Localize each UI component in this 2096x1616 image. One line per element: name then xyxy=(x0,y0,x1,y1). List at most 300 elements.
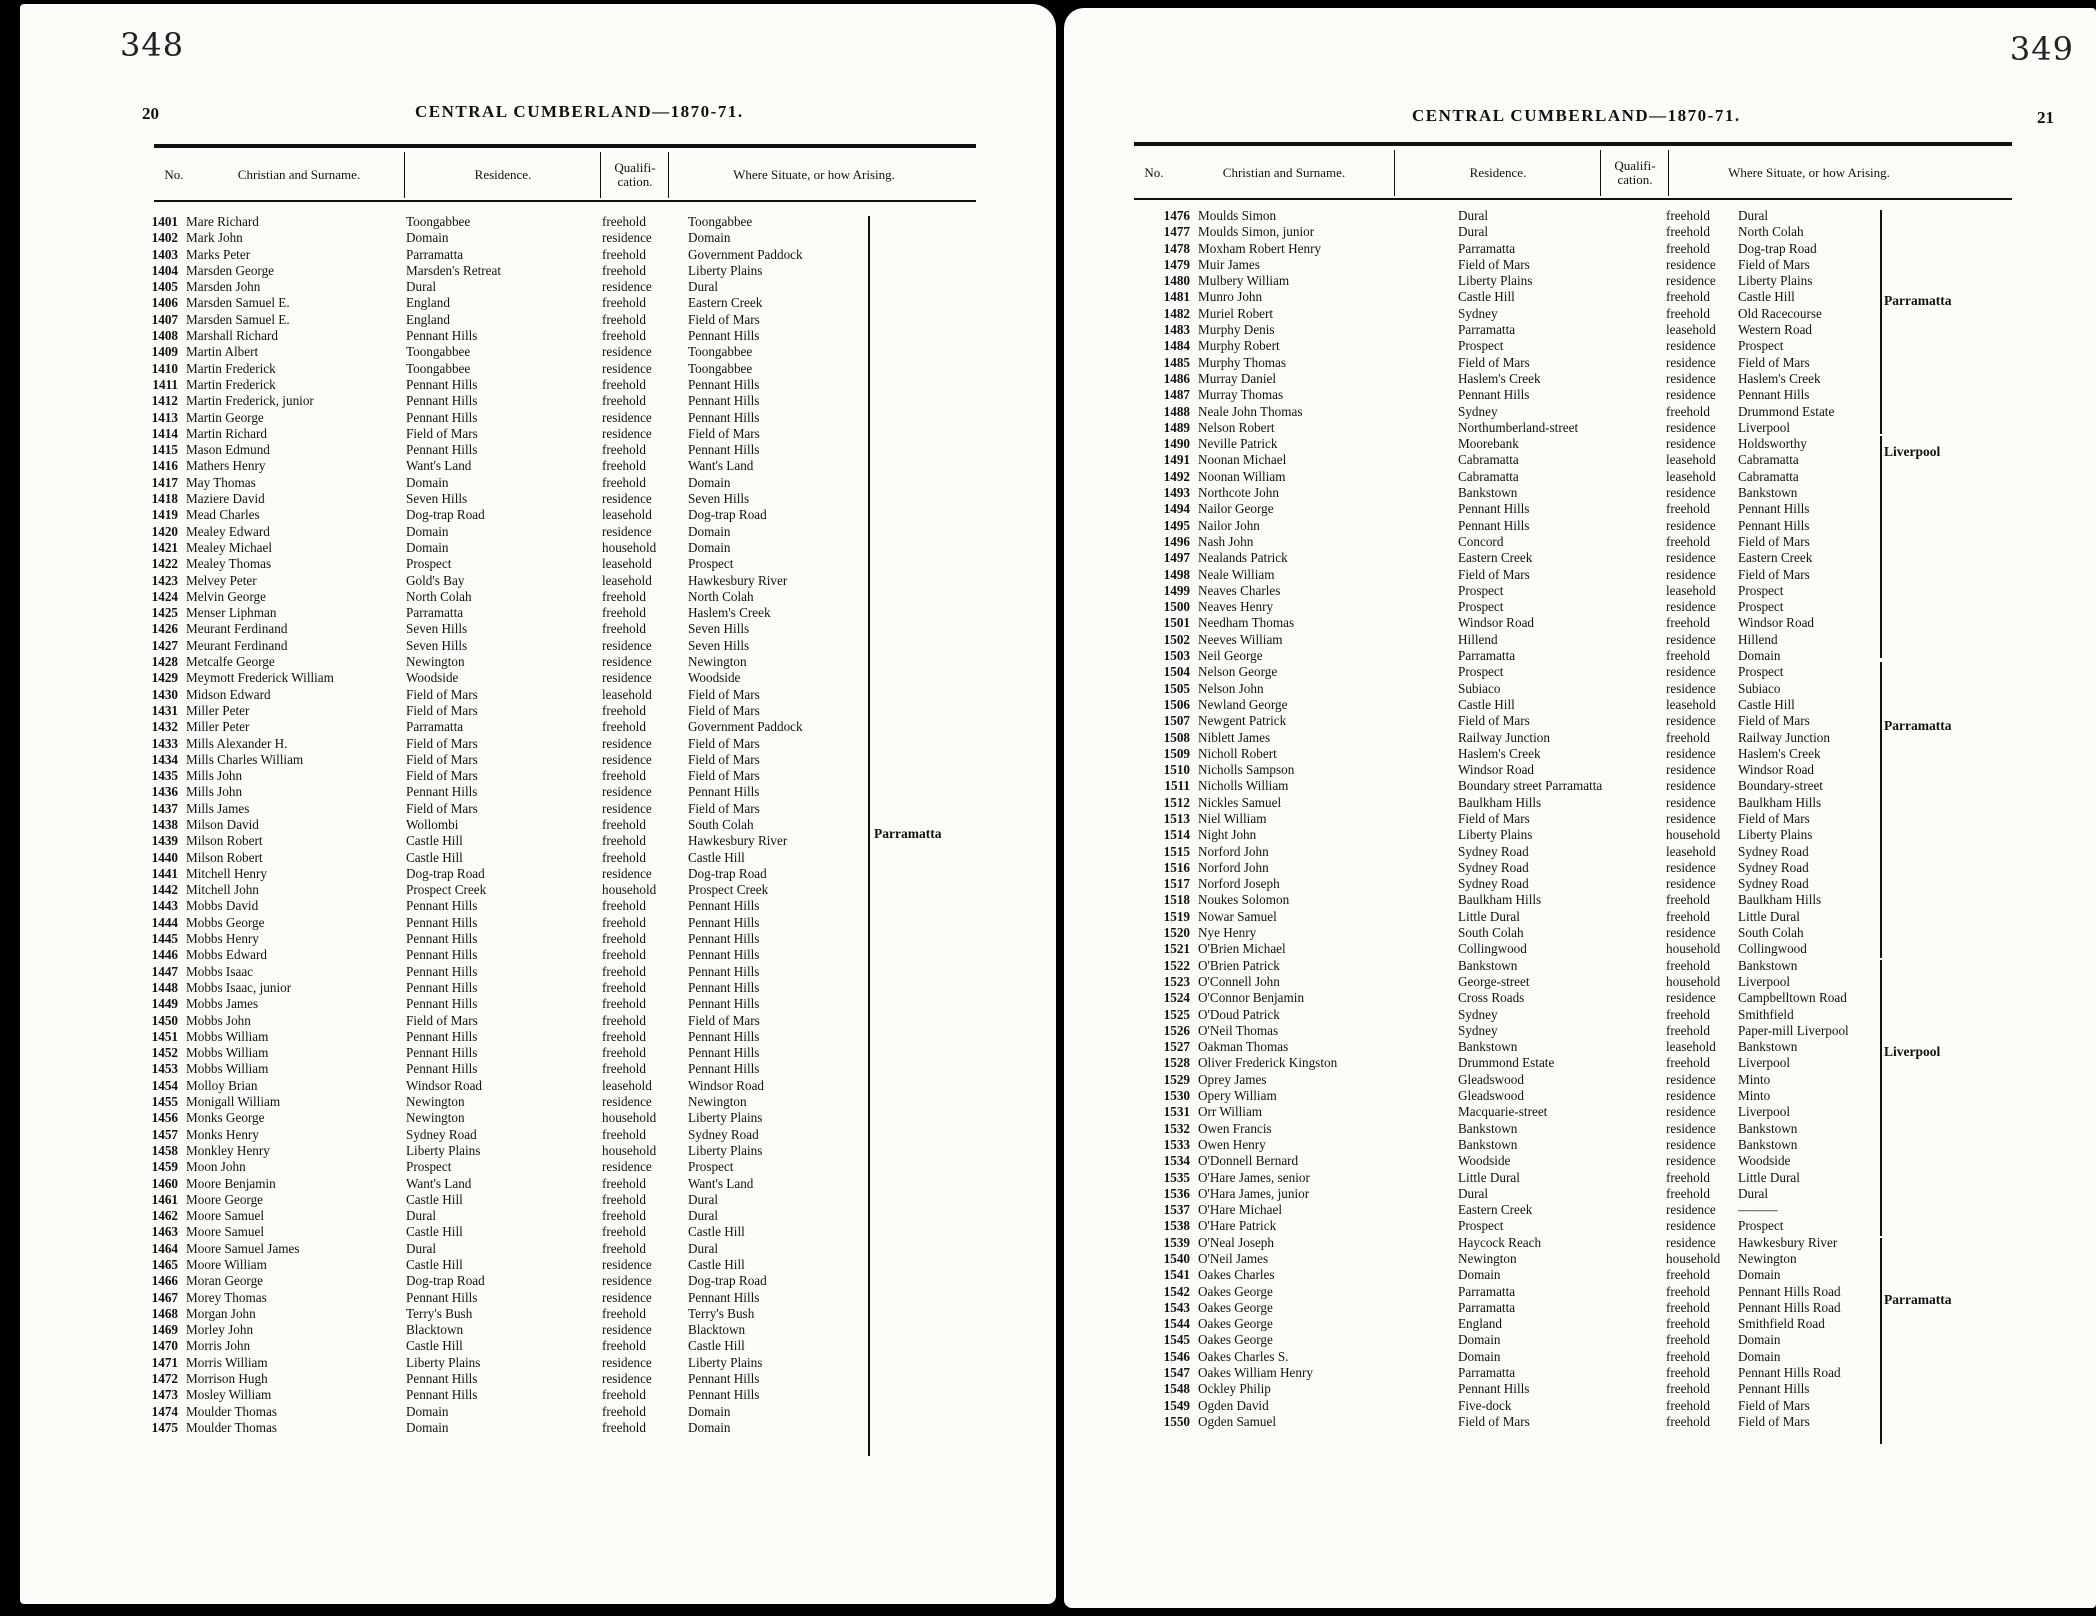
where-cell: Cabramatta xyxy=(1738,468,1799,484)
qualification-cell: leasehold xyxy=(1666,322,1716,338)
row-number: 1528 xyxy=(1163,1055,1190,1071)
qualification-cell: freehold xyxy=(1666,403,1710,419)
where-cell: Hawkesbury River xyxy=(688,572,788,588)
where-cell: Field of Mars xyxy=(1738,256,1810,272)
residence-cell: Eastern Creek xyxy=(1458,1202,1533,1218)
qualification-cell: freehold xyxy=(1666,224,1710,240)
qualification-cell: leasehold xyxy=(1666,843,1716,859)
qualification-cell: freehold xyxy=(602,1028,646,1044)
residence-cell: George-street xyxy=(1458,973,1530,989)
qualification-cell: freehold xyxy=(602,1419,646,1435)
qualification-cell: freehold xyxy=(1666,957,1710,973)
residence-cell: Domain xyxy=(406,1419,449,1435)
qualification-cell: residence xyxy=(602,523,652,539)
bracket-line xyxy=(1880,210,1882,434)
table-row xyxy=(1126,599,2026,615)
row-number: 1458 xyxy=(151,1142,178,1158)
where-cell: Pennant Hills xyxy=(688,996,760,1012)
residence-cell: Sydney xyxy=(1458,305,1498,321)
residence-cell: Castle Hill xyxy=(406,1224,463,1240)
row-number: 1530 xyxy=(1163,1088,1190,1104)
qualification-cell: freehold xyxy=(602,376,646,392)
qualification-cell: residence xyxy=(1666,1088,1716,1104)
table-row xyxy=(1126,1349,2026,1365)
header-qualification: Qualifi-cation. xyxy=(600,152,669,198)
residence-cell: Prospect xyxy=(1458,1218,1504,1234)
name-cell: Murphy Robert xyxy=(1198,338,1280,354)
name-cell: Nickles Samuel xyxy=(1198,794,1282,810)
name-cell: Mobbs William xyxy=(186,1028,269,1044)
residence-cell: Pennant Hills xyxy=(406,947,478,963)
where-cell: Castle Hill xyxy=(688,1224,745,1240)
residence-cell: Pennant Hills xyxy=(1458,387,1530,403)
row-number: 1438 xyxy=(151,816,178,832)
where-cell: Sydney Road xyxy=(1738,843,1809,859)
residence-cell: Railway Junction xyxy=(1458,729,1550,745)
qualification-cell: residence xyxy=(1666,1120,1716,1136)
residence-cell: Parramatta xyxy=(1458,648,1516,664)
row-number: 1506 xyxy=(1163,696,1190,712)
residence-cell: Pennant Hills xyxy=(406,979,478,995)
qualification-cell: residence xyxy=(602,344,652,360)
table-row xyxy=(1126,958,2026,974)
row-number: 1465 xyxy=(151,1257,178,1272)
name-cell: Mare Richard xyxy=(186,214,259,229)
name-cell: Moran George xyxy=(186,1273,264,1289)
where-cell: Paper-mill Liverpool xyxy=(1738,1022,1849,1038)
residence-cell: Bankstown xyxy=(1458,957,1518,973)
row-number: 1422 xyxy=(151,556,178,572)
qualification-cell: freehold xyxy=(602,1126,646,1142)
row-number: 1540 xyxy=(1163,1251,1190,1266)
where-cell: Castle Hill xyxy=(688,1257,745,1272)
qualification-cell: freehold xyxy=(602,1012,646,1028)
row-number: 1451 xyxy=(151,1028,178,1044)
where-cell: Pennant Hills xyxy=(688,931,760,947)
where-cell: Liverpool xyxy=(1738,1104,1791,1120)
qualification-cell: residence xyxy=(602,1159,652,1175)
table-row xyxy=(1126,1332,2026,1348)
name-cell: Meurant Ferdinand xyxy=(186,621,288,637)
name-cell: Milson Robert xyxy=(186,849,263,865)
residence-cell: Castle Hill xyxy=(1458,289,1515,305)
row-number: 1466 xyxy=(151,1273,178,1289)
qualification-cell: residence xyxy=(1666,631,1716,647)
where-cell: North Colah xyxy=(1738,224,1804,240)
where-cell: Domain xyxy=(688,1403,731,1419)
residence-cell: Pennant Hills xyxy=(406,963,478,979)
where-cell: Bankstown xyxy=(1738,1039,1798,1055)
table-row xyxy=(1126,615,2026,631)
qualification-cell: residence xyxy=(602,670,652,686)
row-number: 1433 xyxy=(151,735,178,751)
row-number: 1514 xyxy=(1163,827,1190,843)
residence-cell: Gold's Bay xyxy=(406,572,465,588)
name-cell: Niblett James xyxy=(1198,729,1271,745)
left-page xyxy=(20,4,1056,1604)
where-cell: Liverpool xyxy=(1738,1055,1791,1071)
residence-cell: Domain xyxy=(406,539,449,555)
name-cell: Nealands Patrick xyxy=(1198,550,1288,566)
row-number: 1426 xyxy=(151,621,178,637)
residence-cell: Concord xyxy=(1458,533,1504,549)
where-cell: Pennant Hills Road xyxy=(1738,1299,1841,1315)
residence-cell: Baulkham Hills xyxy=(1458,794,1542,810)
where-cell: Pennant Hills Road xyxy=(1738,1365,1841,1381)
where-cell: Boundary-street xyxy=(1738,778,1823,794)
row-number: 1507 xyxy=(1163,713,1190,729)
row-number: 1492 xyxy=(1163,468,1190,484)
where-cell: Dural xyxy=(688,1191,719,1207)
name-cell: Maziere David xyxy=(186,491,265,507)
name-cell: Mobbs Isaac xyxy=(186,963,254,979)
qualification-cell: freehold xyxy=(602,833,646,849)
row-number: 1450 xyxy=(151,1012,178,1028)
qualification-cell: leasehold xyxy=(602,686,652,702)
bracket-label: Liverpool xyxy=(1884,444,1941,459)
residence-cell: Pennant Hills xyxy=(406,409,478,425)
name-cell: Mealey Thomas xyxy=(186,556,272,572)
row-number: 1435 xyxy=(151,768,178,784)
residence-cell: Dog-trap Road xyxy=(406,865,485,881)
name-cell: Neale William xyxy=(1198,566,1275,582)
residence-cell: Cabramatta xyxy=(1458,452,1519,468)
where-cell: Want's Land xyxy=(688,458,754,474)
where-cell: Dural xyxy=(688,279,719,295)
where-cell: Newington xyxy=(1738,1251,1797,1266)
residence-cell: Castle Hill xyxy=(406,849,463,865)
row-number: 1520 xyxy=(1163,925,1190,941)
row-number: 1448 xyxy=(151,979,178,995)
row-number: 1402 xyxy=(151,230,178,246)
row-number: 1487 xyxy=(1163,387,1190,403)
where-cell: Field of Mars xyxy=(688,735,760,751)
where-cell: Liberty Plains xyxy=(1738,273,1813,289)
table-row xyxy=(1126,795,2026,811)
residence-cell: Five-dock xyxy=(1458,1397,1512,1413)
residence-cell: Parramatta xyxy=(1458,1299,1516,1315)
qualification-cell: freehold xyxy=(602,816,646,832)
where-cell: Little Dural xyxy=(1738,1169,1800,1185)
row-number: 1531 xyxy=(1163,1104,1190,1120)
residence-cell: Newington xyxy=(406,1094,465,1110)
row-number: 1543 xyxy=(1163,1299,1190,1315)
residence-cell: Field of Mars xyxy=(1458,566,1530,582)
residence-cell: Field of Mars xyxy=(406,1012,478,1028)
name-cell: Martin Frederick xyxy=(186,360,276,376)
name-cell: Moulder Thomas xyxy=(186,1403,277,1419)
qualification-cell: residence xyxy=(1666,566,1716,582)
name-cell: Oprey James xyxy=(1198,1071,1267,1087)
where-cell: Woodside xyxy=(688,670,741,686)
where-cell: Castle Hill xyxy=(688,1338,745,1354)
row-number: 1490 xyxy=(1163,436,1190,452)
bracket-line xyxy=(1880,960,1882,1236)
residence-cell: Prospect xyxy=(1458,338,1504,354)
where-cell: Liberty Plains xyxy=(1738,827,1813,843)
row-number: 1485 xyxy=(1163,354,1190,370)
name-cell: Monkley Henry xyxy=(186,1142,270,1158)
name-cell: Niel William xyxy=(1198,810,1267,826)
row-number: 1475 xyxy=(151,1419,178,1435)
where-cell: Liverpool xyxy=(1738,973,1791,989)
name-cell: Mobbs Isaac, junior xyxy=(186,979,292,995)
name-cell: O'Brien Patrick xyxy=(1198,957,1280,973)
name-cell: Morley John xyxy=(186,1322,254,1338)
name-cell: Moon John xyxy=(186,1159,246,1175)
residence-cell: Castle Hill xyxy=(406,1338,463,1354)
qualification-cell: residence xyxy=(602,409,652,425)
qualification-cell: residence xyxy=(602,1094,652,1110)
qualification-cell: residence xyxy=(1666,1202,1716,1218)
residence-cell: Pennant Hills xyxy=(406,931,478,947)
residence-cell: Liberty Plains xyxy=(406,1354,481,1370)
table-row xyxy=(1126,1072,2026,1088)
qualification-cell: freehold xyxy=(1666,892,1710,908)
residence-cell: Parramatta xyxy=(406,246,464,262)
residence-cell: Cross Roads xyxy=(1458,990,1525,1006)
row-number: 1523 xyxy=(1163,973,1190,989)
qualification-cell: freehold xyxy=(1666,1381,1710,1397)
name-cell: Neaves Henry xyxy=(1198,599,1274,615)
name-cell: O'Neil James xyxy=(1198,1251,1269,1266)
bracket-label: Liverpool xyxy=(1884,1044,1941,1059)
row-number: 1535 xyxy=(1163,1169,1190,1185)
residence-cell: Prospect Creek xyxy=(406,882,487,898)
residence-cell: Parramatta xyxy=(406,719,464,735)
table-row xyxy=(1126,241,2026,257)
header-residence: Residence. xyxy=(1394,150,1601,196)
row-number: 1495 xyxy=(1163,517,1190,533)
qualification-cell: household xyxy=(1666,941,1721,957)
qualification-cell: leasehold xyxy=(602,507,652,523)
residence-cell: Gleadswood xyxy=(1458,1071,1524,1087)
where-cell: Seven Hills xyxy=(688,637,750,653)
residence-cell: Field of Mars xyxy=(406,686,478,702)
residence-cell: Pennant Hills xyxy=(406,784,478,800)
residence-cell: Pennant Hills xyxy=(406,1045,478,1061)
where-cell: South Colah xyxy=(688,816,754,832)
where-cell: Prospect xyxy=(1738,599,1784,615)
residence-cell: Eastern Creek xyxy=(1458,550,1533,566)
name-cell: O'Hare Patrick xyxy=(1198,1218,1277,1234)
qualification-cell: residence xyxy=(602,654,652,670)
qualification-cell: freehold xyxy=(1666,908,1710,924)
name-cell: Northcote John xyxy=(1198,485,1279,501)
name-cell: Metcalfe George xyxy=(186,654,275,670)
where-cell: Baulkham Hills xyxy=(1738,794,1822,810)
table-row xyxy=(1126,1218,2026,1234)
table-row xyxy=(1126,1153,2026,1169)
residence-cell: Dog-trap Road xyxy=(406,507,485,523)
residence-cell: Domain xyxy=(1458,1267,1501,1283)
qualification-cell: residence xyxy=(602,491,652,507)
where-cell: Pennant Hills xyxy=(688,784,760,800)
row-number: 1518 xyxy=(1163,892,1190,908)
row-number: 1456 xyxy=(151,1110,178,1126)
qualification-cell: household xyxy=(1666,827,1721,843)
qualification-cell: residence xyxy=(1666,599,1716,615)
row-number: 1539 xyxy=(1163,1234,1190,1250)
table-row xyxy=(1126,387,2026,403)
page-number: 21 xyxy=(2037,108,2054,127)
where-cell: Field of Mars xyxy=(688,768,760,784)
where-cell: Bankstown xyxy=(1738,1136,1798,1152)
name-cell: Morrison Hugh xyxy=(186,1371,268,1387)
residence-cell: Field of Mars xyxy=(406,800,478,816)
name-cell: Monks George xyxy=(186,1110,265,1126)
name-cell: Mills John xyxy=(186,768,243,784)
residence-cell: Field of Mars xyxy=(1458,713,1530,729)
residence-cell: Woodside xyxy=(406,670,459,686)
row-number: 1425 xyxy=(151,605,178,621)
residence-cell: Domain xyxy=(1458,1332,1501,1348)
where-cell: Sydney Road xyxy=(1738,876,1809,892)
where-cell: Prospect xyxy=(1738,582,1784,598)
residence-cell: Parramatta xyxy=(1458,1365,1516,1381)
name-cell: Miller Peter xyxy=(186,702,250,718)
header-rule-bottom xyxy=(1134,198,2012,200)
row-number: 1452 xyxy=(151,1045,178,1061)
name-cell: Martin Frederick, junior xyxy=(186,393,314,409)
where-cell: Field of Mars xyxy=(688,425,760,441)
qualification-cell: freehold xyxy=(602,295,646,311)
where-cell: Haslem's Creek xyxy=(1738,745,1821,761)
row-number: 1550 xyxy=(1163,1413,1190,1429)
name-cell: Mathers Henry xyxy=(186,458,266,474)
qualification-cell: freehold xyxy=(602,1305,646,1321)
name-cell: Moulder Thomas xyxy=(186,1419,277,1435)
row-number: 1483 xyxy=(1163,322,1190,338)
residence-cell: Want's Land xyxy=(406,458,472,474)
qualification-cell: freehold xyxy=(1666,305,1710,321)
where-cell: Hawkesbury River xyxy=(1738,1234,1838,1250)
where-cell: Sydney Road xyxy=(1738,859,1809,875)
qualification-cell: residence xyxy=(602,1257,652,1272)
qualification-cell: residence xyxy=(602,800,652,816)
qualification-cell: freehold xyxy=(1666,1316,1710,1332)
where-cell: Newington xyxy=(688,1094,747,1110)
name-cell: Marshall Richard xyxy=(186,328,278,344)
name-cell: Monks Henry xyxy=(186,1126,259,1142)
table-row xyxy=(1126,534,2026,550)
where-cell: Dog-trap Road xyxy=(688,507,767,523)
where-cell: Hawkesbury River xyxy=(688,833,788,849)
row-number: 1521 xyxy=(1163,941,1190,957)
row-number: 1408 xyxy=(151,328,178,344)
where-cell: Prospect xyxy=(1738,338,1784,354)
where-cell: Little Dural xyxy=(1738,908,1800,924)
row-number: 1415 xyxy=(151,442,178,458)
qualification-cell: freehold xyxy=(1666,1185,1710,1201)
qualification-cell: residence xyxy=(1666,794,1716,810)
qualification-cell: residence xyxy=(602,360,652,376)
qualification-cell: residence xyxy=(602,735,652,751)
table-row xyxy=(1126,811,2026,827)
where-cell: Windsor Road xyxy=(1738,762,1815,778)
row-number: 1474 xyxy=(151,1403,178,1419)
name-cell: Mobbs Henry xyxy=(186,931,259,947)
row-number: 1522 xyxy=(1163,957,1190,973)
header-name: Christian and Surname. xyxy=(1222,165,1346,180)
table-row xyxy=(1126,583,2026,599)
name-cell: O'Doud Patrick xyxy=(1198,1006,1280,1022)
row-number: 1407 xyxy=(151,311,178,327)
residence-cell: Pennant Hills xyxy=(406,1387,478,1403)
name-cell: Neeves William xyxy=(1198,631,1283,647)
where-cell: Pennant Hills xyxy=(1738,387,1810,403)
qualification-cell: residence xyxy=(1666,680,1716,696)
row-number: 1505 xyxy=(1163,680,1190,696)
qualification-cell: residence xyxy=(1666,810,1716,826)
table-row xyxy=(1126,208,2026,224)
name-cell: Oakes George xyxy=(1198,1299,1273,1315)
name-cell: Oakes Charles xyxy=(1198,1267,1275,1283)
table-row xyxy=(1126,257,2026,273)
where-cell: Pennant Hills xyxy=(688,963,760,979)
where-cell: Toongabbee xyxy=(688,214,753,229)
name-cell: Mead Charles xyxy=(186,507,260,523)
row-number: 1497 xyxy=(1163,550,1190,566)
residence-cell: Pennant Hills xyxy=(406,442,478,458)
name-cell: Murray Daniel xyxy=(1198,370,1276,386)
qualification-cell: residence xyxy=(602,637,652,653)
name-cell: Murphy Denis xyxy=(1198,322,1275,338)
residence-cell: Sydney Road xyxy=(1458,876,1529,892)
where-cell: Pennant Hills xyxy=(688,442,760,458)
row-number: 1499 xyxy=(1163,582,1190,598)
name-cell: O'Donnell Bernard xyxy=(1198,1153,1299,1169)
name-cell: Oakman Thomas xyxy=(1198,1039,1289,1055)
residence-cell: Castle Hill xyxy=(406,1191,463,1207)
residence-cell: Field of Mars xyxy=(406,735,478,751)
residence-cell: Little Dural xyxy=(1458,1169,1520,1185)
residence-cell: Baulkham Hills xyxy=(1458,892,1542,908)
residence-cell: Haslem's Creek xyxy=(1458,745,1541,761)
where-cell: Liberty Plains xyxy=(688,262,763,278)
where-cell: Campbelltown Road xyxy=(1738,990,1847,1006)
name-cell: Nash John xyxy=(1198,533,1254,549)
table-row xyxy=(1126,1023,2026,1039)
folio-number: 348 xyxy=(120,26,185,64)
residence-cell: Pennant Hills xyxy=(406,996,478,1012)
qualification-cell: freehold xyxy=(1666,1006,1710,1022)
row-number: 1432 xyxy=(151,719,178,735)
where-cell: ——— xyxy=(1738,1202,1778,1218)
name-cell: Morgan John xyxy=(186,1305,256,1321)
where-cell: South Colah xyxy=(1738,925,1804,941)
table-row xyxy=(1126,1381,2026,1397)
name-cell: Mealey Edward xyxy=(186,523,270,539)
table-row xyxy=(1126,501,2026,517)
table-row xyxy=(1126,681,2026,697)
row-number: 1417 xyxy=(151,474,178,490)
residence-cell: Pennant Hills xyxy=(406,914,478,930)
residence-cell: Sydney Road xyxy=(1458,859,1529,875)
residence-cell: England xyxy=(1458,1316,1502,1332)
qualification-cell: freehold xyxy=(602,702,646,718)
qualification-cell: residence xyxy=(1666,550,1716,566)
row-number: 1527 xyxy=(1163,1039,1190,1055)
residence-cell: North Colah xyxy=(406,588,472,604)
qualification-cell: freehold xyxy=(602,246,646,262)
name-cell: Marks Peter xyxy=(186,246,251,262)
residence-cell: Domain xyxy=(406,230,449,246)
qualification-cell: freehold xyxy=(1666,1267,1710,1283)
qualification-cell: residence xyxy=(1666,1104,1716,1120)
qualification-cell: leasehold xyxy=(1666,582,1716,598)
qualification-cell: freehold xyxy=(1666,1283,1710,1299)
